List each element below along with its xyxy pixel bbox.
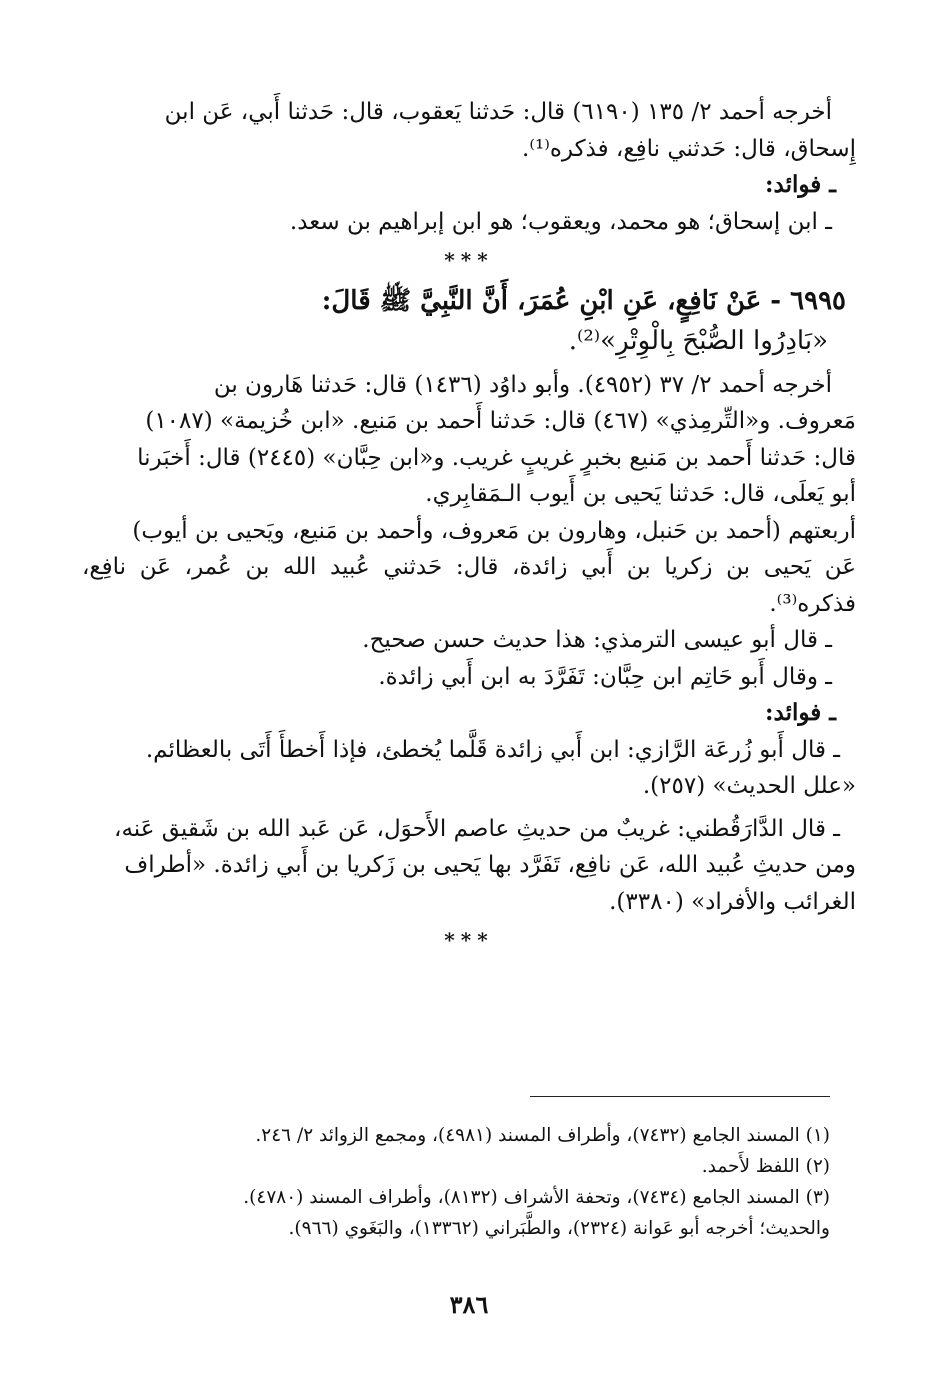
takhrij-line: قال: حَدثنا أَحمد بن مَنيع بخبرٍ غريبٍ غريب. و«ابن حِبَّان» (٢٤٤٥) قال: أَخبَرنا [137, 444, 856, 471]
main-text [82, 94, 856, 961]
grading-line: ـ وقال أَبو حَاتِم ابن حِبَّان: تَفَرَّدَ به ابن أَبي زائدة. [378, 663, 832, 690]
section-separator: *** [444, 928, 494, 952]
section-separator: *** [444, 248, 494, 272]
note-line: ـ قال الدَّارَقُطني: غريبٌ من حديثِ عاصم الأَحوَل، عَن عَبد الله بن شَقيق عَنه، [114, 815, 840, 842]
takhrij-line: أخرجه أحمد ٢/ ٣٧ (٤٩٥٢). وأبو داوُد (١٤٣٦) قال: حَدثنا هَارون بن [213, 371, 832, 398]
fawaid-heading: ـ فوائد: [765, 171, 836, 198]
fawaid-heading: ـ فوائد: [765, 699, 836, 726]
footnote-item: (٢) اللفظ لأَحمد. [701, 1156, 830, 1177]
takhrij-line: أخرجه أحمد ٢/ ١٣٥ (٦١٩٠) قال: حَدثنا يَعقوب، قال: حَدثنا أَبي، عَن ابن [164, 99, 832, 125]
footnote-item: (٣) المسند الجامع (٧٤٣٤)، وتحفة الأشراف (٨١٣٢)، وأطراف المسند (٤٧٨٠). [243, 1187, 830, 1208]
takhrij-line: إِسحاق، قال: حَدثني نافِع، فذكره⁽¹⁾. [522, 135, 856, 162]
note-line: ـ ابن إسحاق؛ هو محمد، ويعقوب؛ هو ابن إبراهيم بن سعد. [289, 208, 832, 235]
footnote-item: (١) المسند الجامع (٧٤٣٢)، وأطراف المسند (٤٩٨١)، ومجمع الزوائد ٢/ ٢٤٦. [255, 1125, 830, 1146]
note-line: «علل الحديث» (٢٥٧). [642, 773, 856, 799]
footnote-item: والحديث؛ أخرجه أبو عَوانة (٢٣٢٤)، والطَّبَراني (١٣٣٦٢)، والبَغَوي (٩٦٦). [288, 1218, 830, 1239]
page-number: ٣٨٦ [449, 1290, 489, 1319]
takhrij-line: عَن يَحيى بن زكريا بن أَبي زائدة، قال: حَدثني عُبيد الله بن عُمر، عَن نافِع، فذكره⁽³⁾. [82, 554, 856, 617]
grading-line: ـ قال أبو عيسى الترمذي: هذا حديث حسن صحيح. [362, 627, 832, 653]
takhrij-line: أبو يَعلَى، قال: حَدثنا يَحيى بن أَيوب الـمَقابِري. [425, 481, 856, 507]
takhrij-line: مَعروف. و«التِّرمِذي» (٤٦٧) قال: حَدثنا أَحمد بن مَنيع. «ابن خُزيمة» (١٠٨٧) [145, 408, 856, 434]
footnote-divider [530, 1096, 830, 1097]
note-line: ومن حديثِ عُبيد الله، عَن نافِع، تَفَرَّد بها يَحيى بن زَكريا بن أَبي زائدة. «أطراف [124, 852, 856, 878]
footnotes [108, 1120, 830, 1244]
note-line: ـ قال أَبو زُرعَة الرَّازي: ابن أَبي زائدة قَلَّما يُخطئ، فإذا أَخطأَ أَتَى بالعظائم. [145, 736, 840, 763]
note-line: الغرائب والأفراد» (٣٣٨٠). [609, 888, 856, 915]
takhrij-line: أربعتهم (أحمد بن حَنبل، وهارون بن مَعروف، وأحمد بن مَنيع، ويَحيى بن أيوب) [132, 517, 856, 544]
hadith-quote: «بَادِرُوا الصُّبْحَ بِالْوِتْرِ»⁽²⁾. [568, 325, 828, 356]
hadith-text: ٦٩٩٥ - عَنْ نَافِعٍ، عَنِ ابْنِ عُمَرَ، أَنَّ النَّبِيَّ ﷺ قَالَ: [321, 285, 846, 316]
